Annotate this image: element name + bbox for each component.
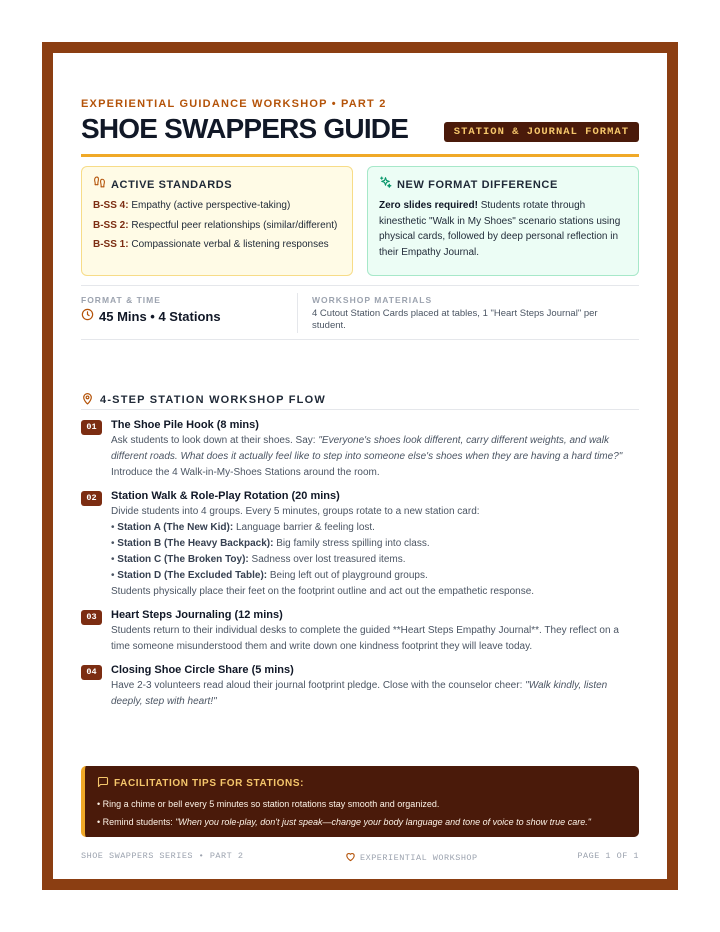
footer-left: SHOE SWAPPERS SERIES • PART 2 [81, 851, 244, 861]
step-item [81, 663, 639, 710]
page-title: SHOE SWAPPERS GUIDE [81, 113, 409, 144]
step-number: 02 [81, 491, 102, 506]
materials-value: 4 Cutout Station Cards placed at tables, 1 "Heart Steps Journal" per student. [312, 308, 598, 332]
station-label: Station D (The Excluded Table): [117, 570, 268, 582]
station-text: Sadness over lost treasured items. [248, 554, 406, 566]
standard-text: Compassionate verbal & listening responses [131, 239, 329, 251]
station-text: Language barrier & feeling lost. [233, 522, 375, 534]
difference-body: Students rotate through kinesthetic "Walk in My Shoes" scenario stations using physical cards, followed by deep personal reflection in their Empathy Journal. [379, 200, 621, 258]
standard-item [93, 237, 341, 253]
station-bullet: • Station B (The Heavy Backpack): Big family stress spilling into class. [111, 538, 430, 550]
step-item [81, 489, 639, 600]
page-frame [42, 42, 678, 890]
station-bullet: • Station D (The Excluded Table): Being left out of playground groups. [111, 570, 428, 582]
footprints-icon [93, 176, 106, 195]
materials-label: WORKSHOP MATERIALS [312, 295, 433, 305]
step-description: Students return to their individual desks to complete the guided **Heart Steps Empathy Journal**. They reflect on a time someone misunderstood them and write down one kindness footprint they will leave today. [111, 625, 619, 653]
tips-heading [97, 776, 627, 791]
step-title: Closing Shoe Circle Share (5 mins) [111, 664, 294, 676]
step-intro: Divide students into 4 groups. Every 5 minutes, groups rotate to a new station card: [111, 506, 480, 518]
sparkle-icon [379, 176, 392, 195]
standard-text: Respectful peer relationships (similar/different) [131, 219, 338, 231]
step-description [111, 433, 639, 481]
tip-text: Remind students: [102, 816, 176, 827]
step-quote: "Everyone's shoes look different, carry different weights, and walk different roads. What does it actually feel like to step into someone else's shoes when they are having a hard time?" [111, 435, 623, 463]
step-text: Ask students to look down at their shoes. Say: [111, 435, 319, 447]
clock-icon [81, 308, 94, 324]
standard-item [93, 198, 341, 214]
active-standards-card [81, 166, 353, 276]
standards-heading [93, 176, 341, 195]
difference-title: NEW FORMAT DIFFERENCE [397, 179, 558, 191]
flow-heading [81, 392, 326, 408]
step-text: Introduce the 4 Walk-in-My-Shoes Stations around the room. [111, 467, 380, 479]
station-label: Station C (The Broken Toy): [117, 554, 249, 566]
footer-center [345, 851, 478, 865]
step-title: The Shoe Pile Hook (8 mins) [111, 419, 259, 431]
footer-page-number: PAGE 1 OF 1 [577, 851, 639, 861]
step-description [111, 678, 639, 710]
tip-item: • Ring a chime or bell every 5 minutes so station rotations stay smooth and organized. [97, 799, 440, 809]
tip-quote: "When you role-play, don't just speak—change your body language and tone of voice to show true care." [175, 816, 591, 827]
format-value [81, 308, 221, 324]
step-title: Heart Steps Journaling (12 mins) [111, 609, 283, 621]
tips-title: FACILITATION TIPS FOR STATIONS: [114, 778, 305, 789]
step-item [81, 418, 639, 481]
standard-code: B-SS 1: [93, 239, 129, 251]
step-quote: "Walk kindly, listen deeply, step with heart!" [111, 680, 608, 708]
step-number: 03 [81, 610, 102, 625]
standard-text: Empathy (active perspective-taking) [131, 200, 291, 212]
meta-separator [297, 293, 298, 333]
meta-bottom-divider [81, 339, 639, 340]
document-page [53, 53, 667, 879]
header-rule [81, 154, 639, 157]
heart-icon [345, 851, 356, 865]
standards-title: ACTIVE STANDARDS [111, 179, 233, 191]
step-number: 04 [81, 665, 102, 680]
map-pin-icon [81, 392, 94, 408]
tip-text: Ring a chime or bell every 5 minutes so station rotations stay smooth and organized. [102, 799, 440, 809]
format-label: FORMAT & TIME [81, 295, 161, 305]
format-badge: STATION & JOURNAL FORMAT [444, 122, 639, 142]
step-text: Have 2-3 volunteers read aloud their journal footprint pledge. Close with the counselor cheer: [111, 680, 526, 692]
tip-item: • Remind students: "When you role-play, don't just speak—change your body language and tone of voice to show true care." [97, 816, 591, 827]
standard-code: B-SS 2: [93, 219, 129, 231]
step-item [81, 608, 639, 655]
station-bullet: • Station C (The Broken Toy): Sadness over lost treasured items. [111, 554, 406, 566]
difference-lead: Zero slides required! [379, 200, 478, 212]
header-kicker: EXPERIENTIAL GUIDANCE WORKSHOP • PART 2 [81, 98, 387, 110]
standard-code: B-SS 4: [93, 200, 129, 212]
facilitation-tips-box [81, 766, 639, 837]
station-label: Station B (The Heavy Backpack): [117, 538, 274, 550]
format-difference-card [367, 166, 639, 276]
meta-top-divider [81, 285, 639, 286]
footer-center-text: EXPERIENTIAL WORKSHOP [360, 853, 478, 863]
station-text: Being left out of playground groups. [267, 570, 428, 582]
flow-divider [81, 409, 639, 410]
station-text: Big family stress spilling into class. [273, 538, 430, 550]
station-label: Station A (The New Kid): [117, 522, 234, 534]
flow-title: 4-STEP STATION WORKSHOP FLOW [100, 394, 326, 406]
difference-heading [379, 176, 627, 195]
step-title: Station Walk & Role-Play Rotation (20 mins) [111, 490, 340, 502]
standard-item [93, 218, 341, 234]
difference-text [379, 198, 627, 260]
step-outro: Students physically place their feet on the footprint outline and act out the empathetic response. [111, 586, 535, 598]
chat-bubble-icon [97, 776, 109, 791]
station-bullet: • Station A (The New Kid): Language barrier & feeling lost. [111, 522, 375, 534]
format-time-text: 45 Mins • 4 Stations [99, 308, 221, 324]
step-number: 01 [81, 420, 102, 435]
